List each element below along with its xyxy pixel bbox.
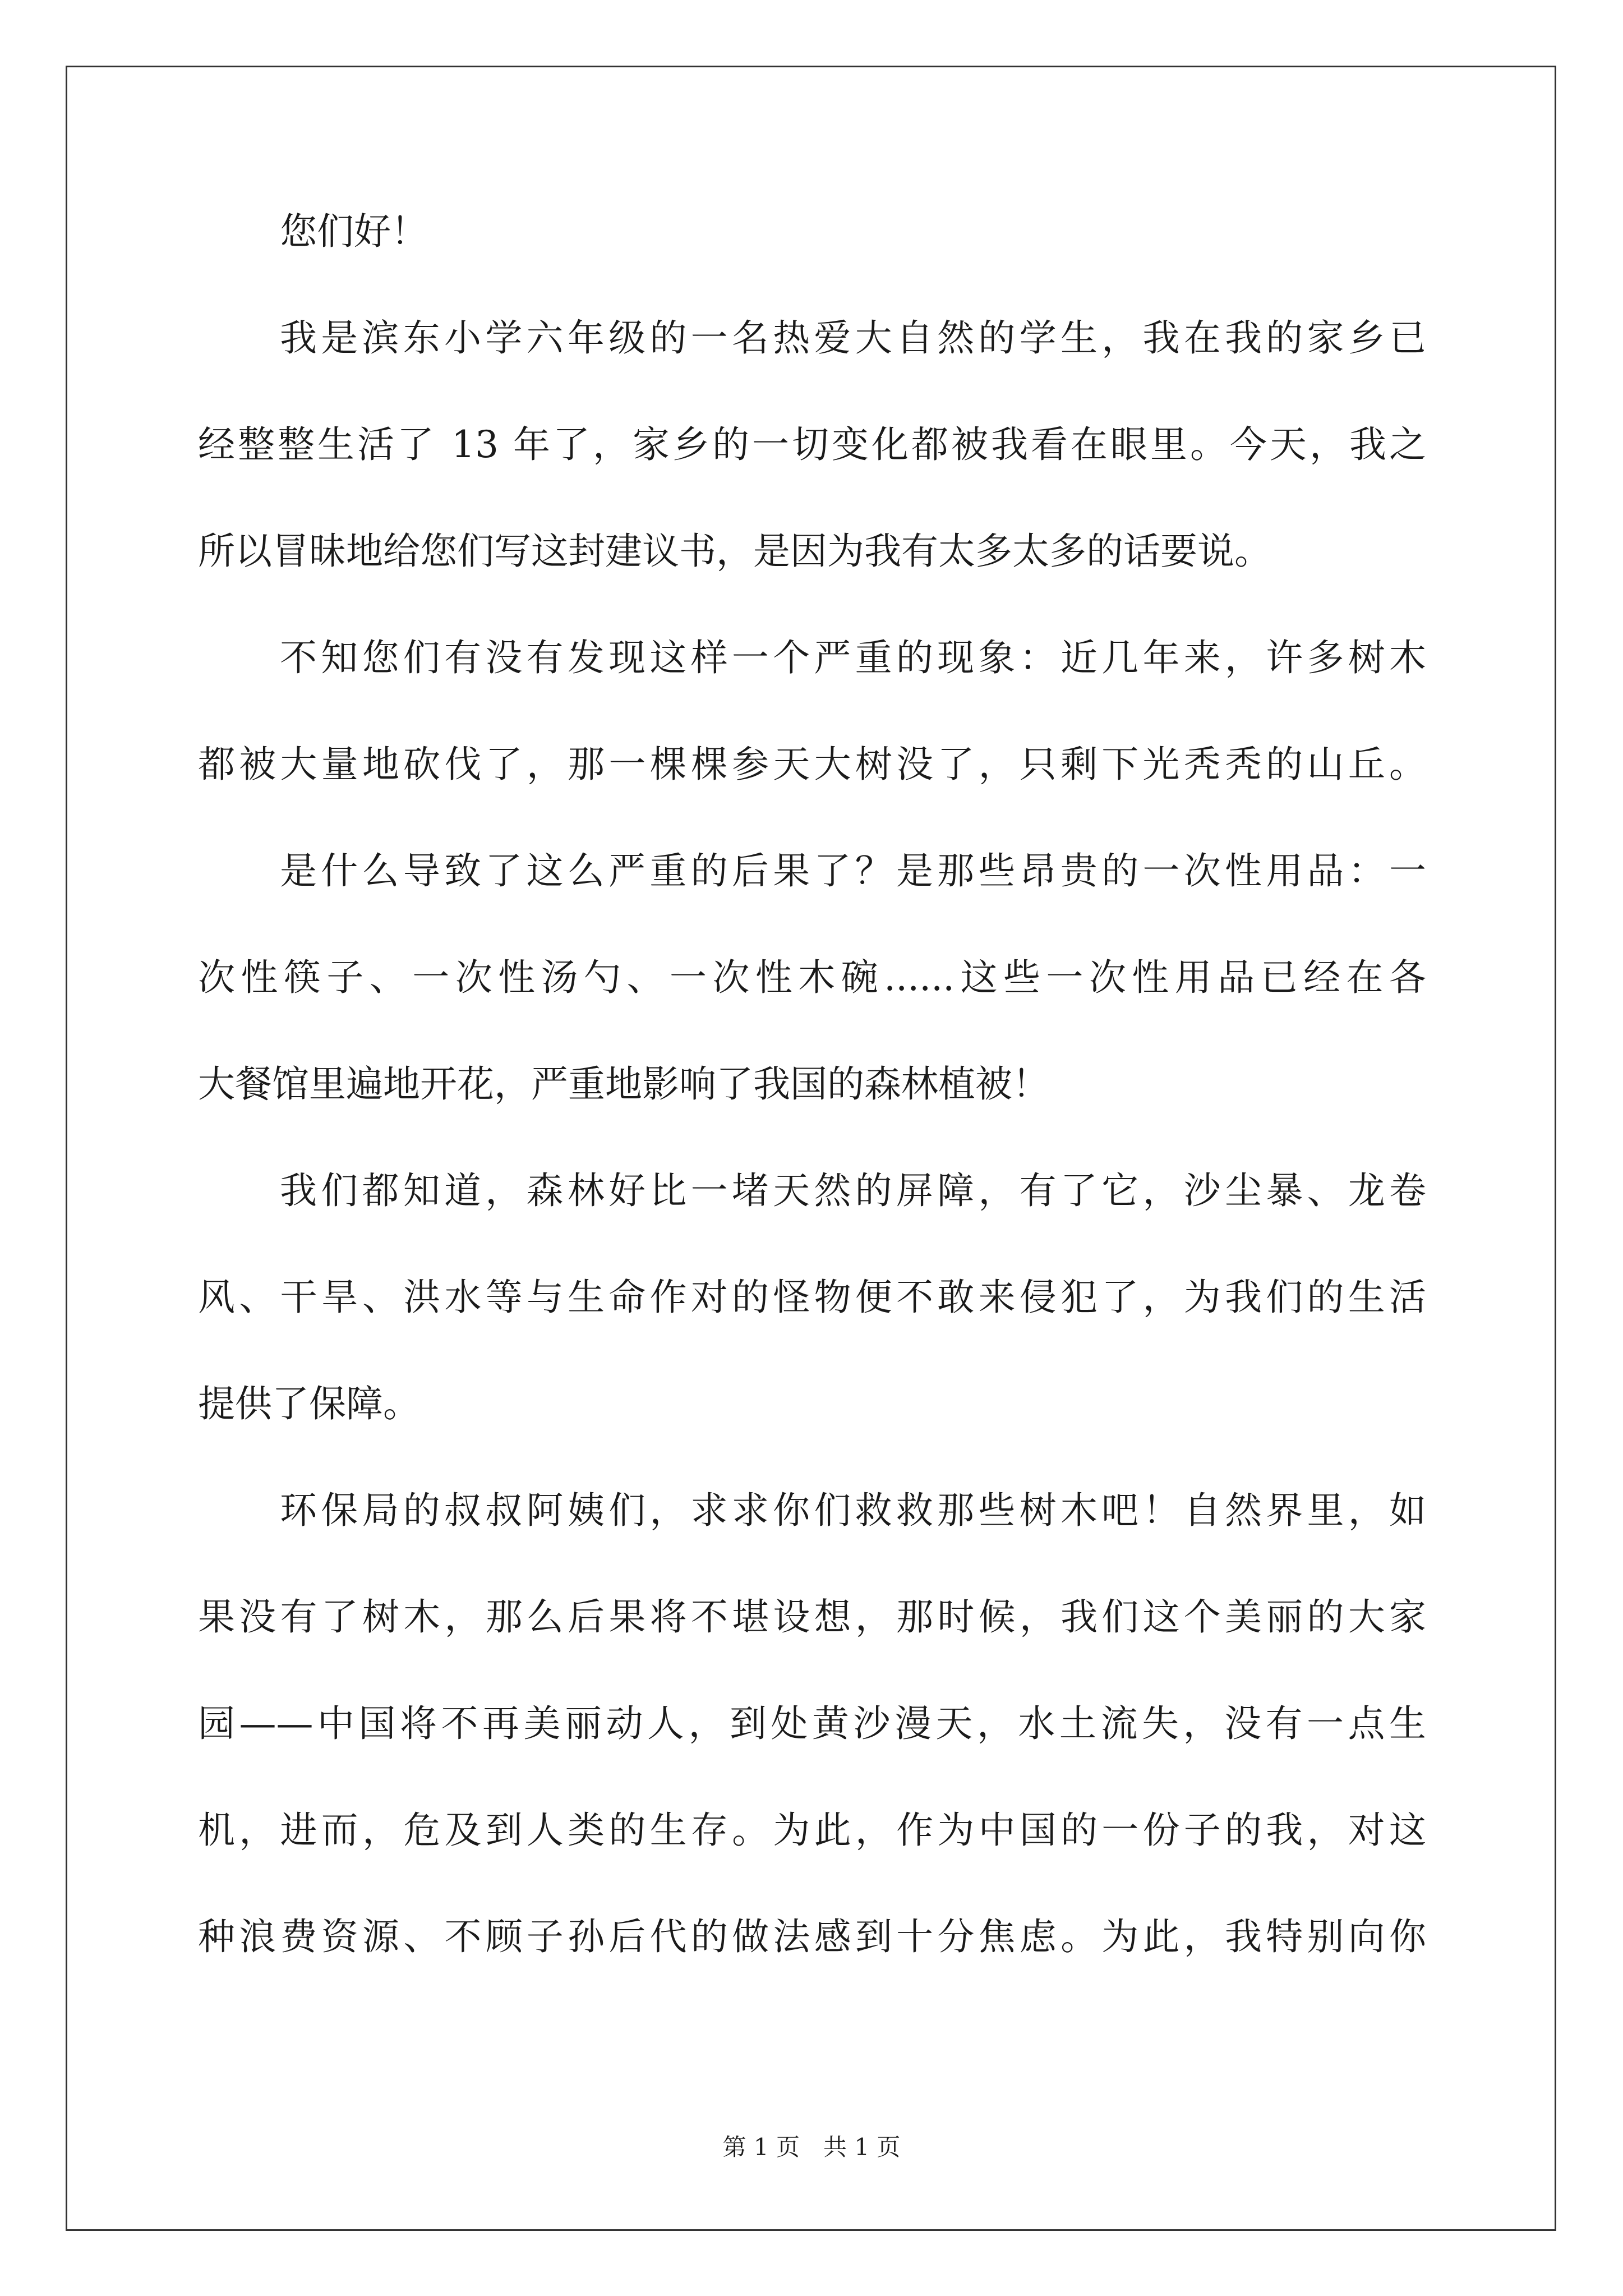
paragraph-line: 都被大量地砍伐了，那一棵棵参天大树没了，只剩下光秃秃的山丘。: [198, 743, 1426, 786]
paragraph-line: 我是滨东小学六年级的一名热爱大自然的学生，我在我的家乡已: [280, 316, 1426, 360]
paragraph-line: 我们都知道，森林好比一堵天然的屏障，有了它，沙尘暴、龙卷: [280, 1169, 1426, 1212]
paragraph-greeting: 您们好！: [280, 210, 428, 253]
paragraph-line: 大餐馆里遍地开花，严重地影响了我国的森林植被！: [198, 1062, 1049, 1106]
paragraph-line: 风、干旱、洪水等与生命作对的怪物便不敢来侵犯了，为我们的生活: [198, 1276, 1426, 1319]
paragraph-line: 果没有了树木，那么后果将不堪设想，那时候，我们这个美丽的大家: [198, 1595, 1426, 1639]
page-border: [66, 66, 1556, 2231]
paragraph-line: 经整整生活了 13 年了，家乡的一切变化都被我看在眼里。今天，我之: [198, 423, 1426, 466]
paragraph-line: 环保局的叔叔阿姨们，求求你们救救那些树木吧！自然界里，如: [280, 1489, 1426, 1532]
paragraph-line: 所以冒昧地给您们写这封建议书，是因为我有太多太多的话要说。: [198, 530, 1271, 573]
paragraph-line: 机，进而，危及到人类的生存。为此，作为中国的一份子的我，对这: [198, 1809, 1426, 1852]
paragraph-line: 不知您们有没有发现这样一个严重的现象：近几年来，许多树木: [280, 636, 1426, 679]
paragraph-line: 园——中国将不再美丽动人，到处黄沙漫天，水土流失，没有一点生: [198, 1702, 1426, 1745]
paragraph-line: 提供了保障。: [198, 1382, 420, 1425]
page-number-footer: 第 1 页 共 1 页: [722, 2133, 901, 2161]
paragraph-line: 是什么导致了这么严重的后果了？是那些昂贵的一次性用品：一: [280, 849, 1426, 892]
paragraph-line: 种浪费资源、不顾子孙后代的做法感到十分焦虑。为此，我特别向你: [198, 1915, 1426, 1958]
paragraph-line: 次性筷子、一次性汤勺、一次性木碗......这些一次性用品已经在各: [198, 956, 1426, 999]
